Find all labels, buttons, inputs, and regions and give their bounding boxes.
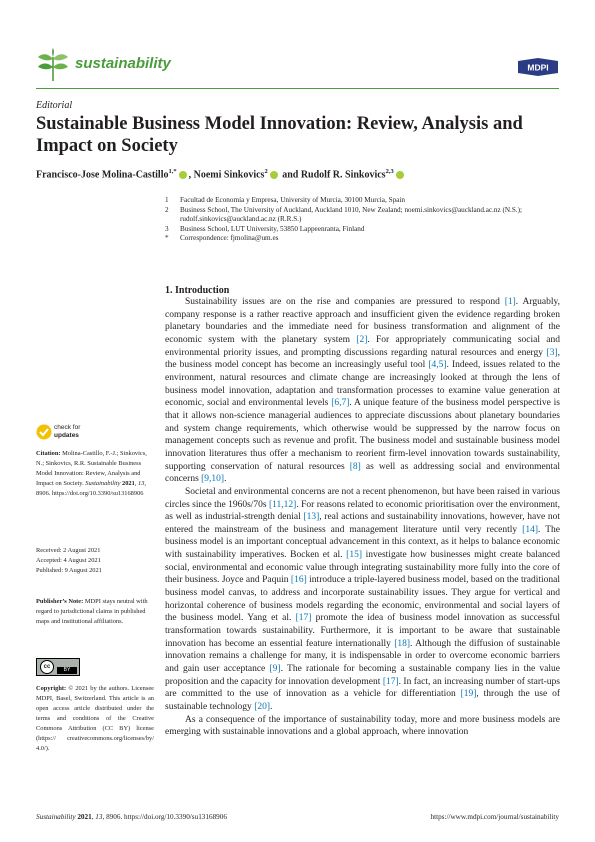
affiliation-item <box>165 225 560 235</box>
mdpi-logo <box>516 57 560 77</box>
affiliation-mark: * <box>165 234 169 243</box>
affiliation-text: Business School, The University of Auckland, Auckland 1010, New Zealand; noemi.sinkovics@auckland.ac.nz (N.S.); rudolf.sinkovics@auckland.ac.nz (R.R.S.) <box>180 205 523 224</box>
cc-by-license-icon[interactable] <box>36 658 80 676</box>
article-body <box>165 296 560 739</box>
orcid-icon[interactable] <box>396 171 404 179</box>
citation-journal: Sustainability <box>85 480 121 487</box>
citation-reference-link[interactable]: [20] <box>254 702 271 712</box>
publishers-note <box>36 597 154 627</box>
affiliation-mark: 3 <box>165 224 169 233</box>
journal-name: sustainability <box>75 55 171 72</box>
author-affil-mark: 2,3 <box>385 168 394 175</box>
affiliation-mark: 1 <box>165 196 169 204</box>
leaf-branch-icon <box>36 47 70 83</box>
affiliation-text: Correspondence: fjmolina@um.es <box>180 234 279 243</box>
footer-citation <box>36 813 227 821</box>
dates-block <box>36 546 154 576</box>
received-date: Received: 2 August 2021 <box>36 547 101 554</box>
citation-reference-link[interactable]: [17] <box>382 676 399 687</box>
author-separator: , <box>188 169 194 181</box>
citation-reference-link[interactable]: [13] <box>303 512 320 523</box>
citation-reference-link[interactable]: [4,5] <box>428 360 447 371</box>
copyright-text: © 2021 by the authors. Licensee MDPI, Basel, Switzerland. This article is an open access article distributed under the terms and conditions of the Creative Commons Attribution (CC BY) license (https:// creativecommons.org/licenses/by/ 4.0/). <box>36 685 154 752</box>
citation-reference-link[interactable]: [11,12] <box>269 499 297 510</box>
section-heading: 1. Introduction <box>165 285 230 296</box>
citation-reference-link[interactable]: [9,10] <box>201 474 225 485</box>
citation-text: Molina-Castillo, F.-J.; Sinkovics, N.; Sinkovics, R.R. Sustainable Business Model Innovation: Review, Analysis and Impact on Society. <box>36 450 147 487</box>
copyright-block <box>36 684 154 754</box>
article-title: Sustainable Business Model Innovation: Review, Analysis and Impact on Society <box>36 114 523 156</box>
author-name[interactable]: Rudolf R. Sinkovics <box>300 169 386 181</box>
affiliation-item <box>165 206 560 225</box>
copyright-label: Copyright: <box>36 685 67 692</box>
paragraph: As a consequence of the importance of sustainability today, more and more business models are emerging with sustainable innovations and a global approach, where innovation <box>165 714 560 738</box>
author-list <box>36 168 406 180</box>
cc-icon: cc <box>40 660 54 674</box>
citation-block <box>36 449 154 499</box>
author-affil-mark: 1,* <box>168 168 177 175</box>
footer-doi[interactable]: , 8906. https://doi.org/10.3390/su13168906 <box>102 813 227 821</box>
check-for-updates-icon[interactable] <box>36 424 52 440</box>
footer-year: 2021 <box>75 813 92 821</box>
citation-reference-link[interactable]: [15] <box>346 550 362 561</box>
article-type: Editorial <box>36 100 73 111</box>
orcid-icon[interactable] <box>179 171 187 179</box>
citation-reference-link[interactable]: [2] <box>356 334 368 345</box>
check-for-updates-line: check for <box>54 424 81 431</box>
citation-reference-link[interactable]: [18] <box>394 638 411 649</box>
citation-reference-link[interactable]: [17] <box>295 613 312 624</box>
citation-reference-link[interactable]: [16] <box>290 575 307 586</box>
author-name[interactable]: Noemi Sinkovics <box>193 169 265 181</box>
paragraph: Sustainability issues are on the rise and companies are pressured to respond [1]. Arguably, company response is a rather reactive approach and insufficient given the evidence regarding broken planetary boundaries and the immediate need for business transformation and alignment of the economic system with the planetary system [2]. For appropriately communicating social and environmental priority issues, and prompting discussions regarding natural resources and energy [3], the business model concept has become an increasingly useful tool [4,5]. Indeed, issues related to the environment, natural resources and climate change are increasingly looked at through the lens of business model innovation, adaptation and transformation processes to examine value generation at economic, social and environmental levels [6,7]. A unique feature of the business model perspective is that it allows non-science managerial audiences to appreciate discussions about planetary boundaries and system change requirements, which otherwise would be suppressed by the narrow focus on management concepts such as revenue and profit. The business model and sustainable business model innovation literatures thus offer a mechanism to reorient firm-level innovation towards sustainability, supporting conservation of natural resources [8] as well as addressing social and environmental concerns [9,10]. <box>165 297 560 485</box>
check-for-updates-line: updates <box>54 431 79 439</box>
citation-doi[interactable]: , 8906. https://doi.org/10.3390/su13168906 <box>36 480 147 497</box>
citation-reference-link[interactable]: [1] <box>504 297 516 307</box>
citation-reference-link[interactable]: [8] <box>349 461 361 472</box>
affiliation-text: Facultad de Economía y Empresa, University of Murcia, 30100 Murcia, Spain <box>180 196 405 204</box>
affiliation-item <box>165 234 560 244</box>
accepted-date: Accepted: 4 August 2021 <box>36 557 101 564</box>
footer-volume: , 13 <box>91 813 103 821</box>
check-for-updates-label[interactable] <box>54 424 80 439</box>
by-icon: BY <box>57 667 77 674</box>
affiliation-item <box>165 196 560 206</box>
published-date: Published: 9 August 2021 <box>36 567 102 574</box>
citation-reference-link[interactable]: [9] <box>269 664 281 675</box>
citation-reference-link[interactable]: [19] <box>460 689 477 700</box>
citation-reference-link[interactable]: [14] <box>522 524 538 535</box>
citation-volume: , 13 <box>134 480 145 487</box>
citation-year: 2021 <box>120 480 135 487</box>
affiliation-text: Business School, LUT University, 53850 Lappeenranta, Finland <box>180 224 365 233</box>
publishers-note-label: Publisher’s Note: <box>36 598 84 605</box>
author-separator: and <box>279 169 301 181</box>
publishers-note-text: MDPI stays neutral with regard to jurisdictional claims in published maps and institutional affiliations. <box>36 598 148 625</box>
citation-reference-link[interactable]: [3] <box>546 347 558 358</box>
footer-journal-url[interactable]: https://www.mdpi.com/journal/sustainability <box>430 813 559 821</box>
affiliations <box>165 196 560 244</box>
author-affil-mark: 2 <box>264 168 268 175</box>
citation-label: Citation: <box>36 450 61 457</box>
header-divider <box>36 88 559 89</box>
paragraph: Societal and environmental concerns are not a recent phenomenon, but have been raised in various circles since the 1960s/70s [11,12]. For reasons related to economic prioritisation over the environment, as well as industrial-strength denial [13], real actions and sustainability innovations, however, have not entered the mainstream of the business and management literature until very recently [14]. The business model is an important conceptual advancement in this context, as it helps to balance economic with sustainability imperatives. Bocken et al. [15] investigate how businesses might create balanced social, environmental and economic value through integrating sustainability more fully into the core of their business. Joyce and Paquin [16] introduce a triple-layered business model, based on the traditional business model canvas, to address and incorporate sustainability issues. They argue for vertical and horizontal coherence of business models regarding the economic, environmental and social layers of the business model. Yang et al. [17] promote the idea of business model innovation as successful transformation towards sustainability. Furthermore, it is important to be aware that sustainable innovation has become an essential feature internationally [18]. Although the diffusion of sustainable innovation remains a challenge for many, it is indispensable in order to overcome economic barriers and gain user acceptance [9]. The rationale for becoming a sustainable company lies in the value proposition and the capacity for innovation development [17]. In fact, an increasing number of start-ups are committed to the use of innovation as a vehicle for differentiation [19], through the use of sustainable technology [20]. <box>165 486 561 712</box>
orcid-icon[interactable] <box>270 171 278 179</box>
author-name[interactable]: Francisco-Jose Molina-Castillo <box>36 169 169 181</box>
affiliation-mark: 2 <box>165 205 169 214</box>
mdpi-logo-text: MDPI <box>527 62 549 73</box>
citation-reference-link[interactable]: [6,7] <box>331 398 350 409</box>
footer-journal: Sustainability <box>36 813 76 821</box>
